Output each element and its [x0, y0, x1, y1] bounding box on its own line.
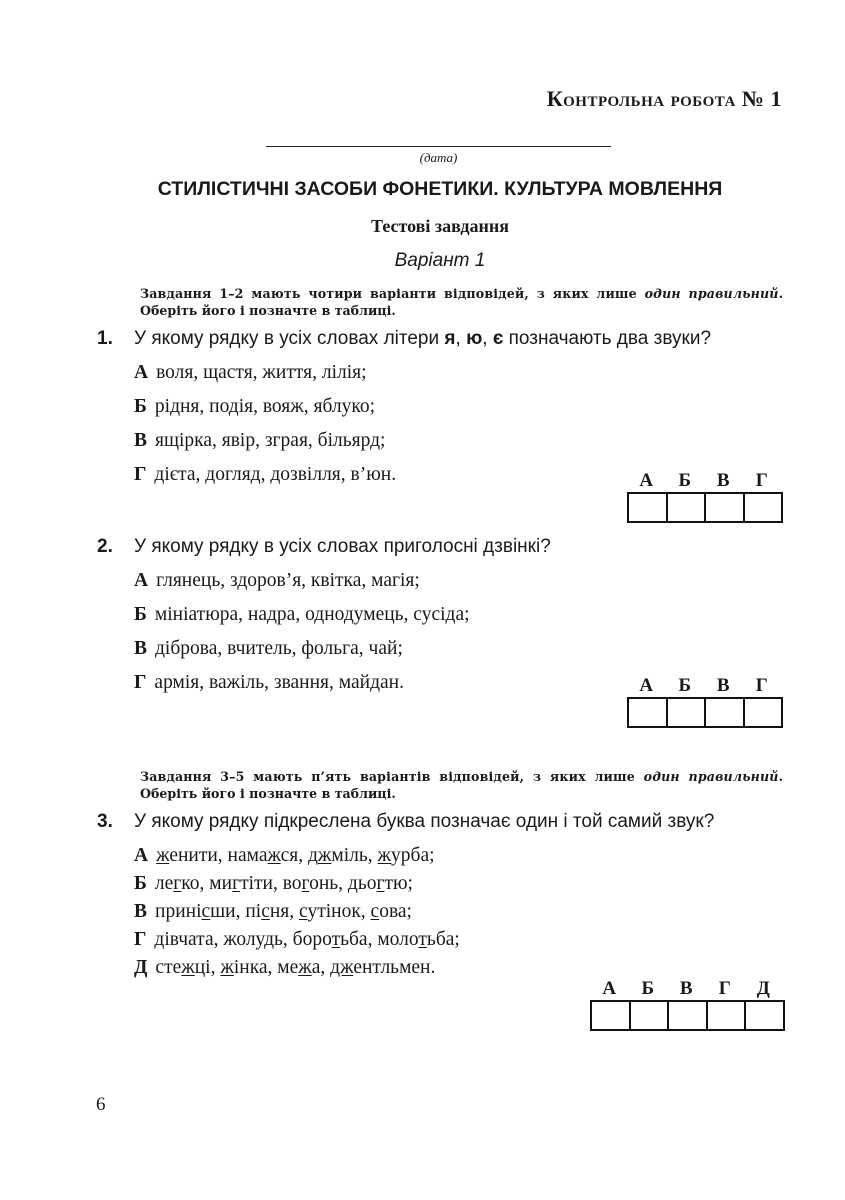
option-text: ле — [154, 873, 174, 894]
underlined-letter: ж — [298, 957, 312, 978]
question-text: У якому рядку в усіх словах приголосні дзвінкі? — [134, 536, 551, 557]
option-h: Г дівчата, жолудь, боротьба, молотьба; — [134, 929, 460, 950]
variant-label: Варіант 1 — [394, 250, 486, 271]
answer-col-label: Б — [678, 470, 692, 491]
option-text: івчата, жолу — [164, 929, 265, 950]
option-text: утінок, — [307, 901, 371, 922]
question-3 — [97, 811, 714, 833]
option-v: В ящірка, явір, зграя, більярд; — [134, 430, 386, 451]
underlined-letter: г — [173, 873, 182, 894]
instruction-text: Завдання 1–2 мають чотири варіанти відповідей, з яких лише — [140, 286, 645, 301]
option-text: тю; — [384, 873, 413, 894]
option-text: урба; — [391, 845, 435, 866]
option-b: Б рідня, подія, вояж, яблуко; — [134, 396, 376, 417]
option-text: ся, д — [280, 845, 318, 866]
option-text: ко, ми — [181, 873, 233, 894]
option-d: Д стежці, жінка, межа, джентльмен. — [134, 957, 436, 978]
underlined-letter: с — [299, 901, 308, 922]
option-b: Б мініатюра, надра, однодумець, сусіда; — [134, 604, 470, 625]
underlined-letter: д — [154, 929, 165, 950]
option-text: ентльмен. — [353, 957, 436, 978]
answer-col-label: Б — [641, 978, 655, 999]
underlined-letter: с — [261, 901, 270, 922]
underlined-letter: т — [331, 929, 341, 950]
instruction-text: . Оберіть його і позначте в таблиці. — [140, 769, 783, 801]
option-text: ьба, моло — [340, 929, 419, 950]
answer-cell-v[interactable] — [669, 1002, 708, 1029]
answer-col-label: В — [679, 978, 693, 999]
option-text: ова; — [379, 901, 412, 922]
option-v: В діброва, вчитель, фольга, чай; — [134, 638, 403, 659]
answer-cell-b[interactable] — [668, 699, 707, 726]
option-h: Г армія, важіль, звання, майдан. — [134, 672, 404, 693]
underlined-letter: с — [370, 901, 380, 922]
option-text: ьба; — [426, 929, 460, 950]
underlined-letter: ж — [267, 845, 281, 866]
answer-cell-h[interactable] — [745, 494, 784, 521]
instruction-text: Завдання 3–5 мають п’ять варіантів відповідей, з яких лише — [140, 769, 644, 784]
instruction-italic: один правильний — [643, 769, 779, 784]
page-number: 6 — [96, 1094, 106, 1115]
underlined-letter: ж — [156, 845, 170, 866]
question-number: 3. — [97, 811, 113, 832]
answer-col-label: Б — [678, 675, 692, 696]
option-text: ня, — [269, 901, 300, 922]
question-number: 2. — [97, 536, 113, 557]
option-v: В принісши, пісня, сутінок, сова; — [134, 901, 412, 922]
date-field-line[interactable] — [266, 146, 611, 147]
answer-col-label: В — [716, 675, 730, 696]
underlined-letter: ж — [317, 845, 332, 866]
question-number: 1. — [97, 328, 113, 349]
option-text: а, — [311, 957, 331, 978]
date-label: (дата) — [419, 150, 458, 165]
answer-cell-d[interactable] — [746, 1002, 785, 1029]
option-text: онь, дьо — [309, 873, 377, 894]
answer-col-label: В — [716, 470, 730, 491]
option-text: ці, — [194, 957, 221, 978]
underlined-letter: г — [376, 873, 385, 894]
option-text: міль, — [331, 845, 378, 866]
option-a: А женити, намажся, джміль, журба; — [134, 845, 435, 866]
instruction-text: . Оберіть його і позначте в таблиці. — [140, 286, 783, 318]
instruction-1 — [140, 285, 783, 319]
instruction-italic: один правильний — [644, 286, 779, 301]
answer-col-label: Г — [755, 675, 768, 696]
underlined-letter: ж — [181, 957, 195, 978]
underlined-letter: г — [301, 873, 310, 894]
answer-table-q3 — [590, 978, 785, 1031]
underlined-letter: ж — [377, 845, 392, 866]
answer-cell-v[interactable] — [706, 494, 745, 521]
option-b: Б легко, мигтіти, вогонь, дьогтю; — [134, 873, 413, 894]
answer-cell-v[interactable] — [706, 699, 745, 726]
underlined-letter: д — [264, 929, 275, 950]
answer-col-label: Г — [718, 978, 731, 999]
option-text: прині — [155, 901, 202, 922]
answer-col-label: Д — [756, 978, 770, 999]
underlined-letter: г — [232, 873, 241, 894]
question-text: У якому рядку підкреслена буква позначає один і той самий звук? — [134, 811, 715, 832]
question-2 — [97, 536, 551, 558]
option-text: інка, ме — [233, 957, 299, 978]
instruction-2 — [140, 768, 783, 802]
sub-heading: Тестові завдання — [371, 216, 509, 236]
answer-table-q1 — [627, 470, 783, 523]
question-text: У якому рядку в усіх словах літери я, ю, є позначають два звуки? — [134, 328, 712, 349]
answer-col-label: А — [602, 978, 617, 999]
main-heading: СТИЛІСТИЧНІ ЗАСОБИ ФОНЕТИКИ. КУЛЬТУРА МОВЛЕННЯ — [157, 178, 723, 200]
underlined-letter: т — [418, 929, 427, 950]
answer-col-label: Г — [755, 470, 768, 491]
answer-cell-h[interactable] — [745, 699, 784, 726]
answer-col-label: А — [639, 470, 654, 491]
option-a: А воля, щастя, життя, лілія; — [134, 362, 367, 383]
option-h: Г дієта, догляд, дозвілля, в’юн. — [134, 464, 397, 485]
underlined-letter: дж — [330, 957, 354, 978]
question-1 — [97, 328, 711, 350]
answer-cell-b[interactable] — [631, 1002, 670, 1029]
answer-cell-a[interactable] — [629, 494, 668, 521]
option-a: А глянець, здоров’я, квітка, магія; — [134, 570, 420, 591]
underlined-letter: с — [201, 901, 211, 922]
underlined-letter: ж — [220, 957, 234, 978]
option-text: сте — [155, 957, 182, 978]
answer-cell-h[interactable] — [708, 1002, 747, 1029]
answer-col-label: А — [639, 675, 654, 696]
answer-table-q2 — [627, 675, 783, 728]
option-text: тіти, во — [240, 873, 302, 894]
page-header-title: Контрольна робота № 1 — [546, 86, 782, 111]
answer-cell-b[interactable] — [668, 494, 707, 521]
option-text: енити, нама — [169, 845, 268, 866]
option-text: ь, боро — [274, 929, 332, 950]
option-text: ши, пі — [210, 901, 262, 922]
answer-cell-a[interactable] — [629, 699, 668, 726]
answer-cell-a[interactable] — [592, 1002, 631, 1029]
